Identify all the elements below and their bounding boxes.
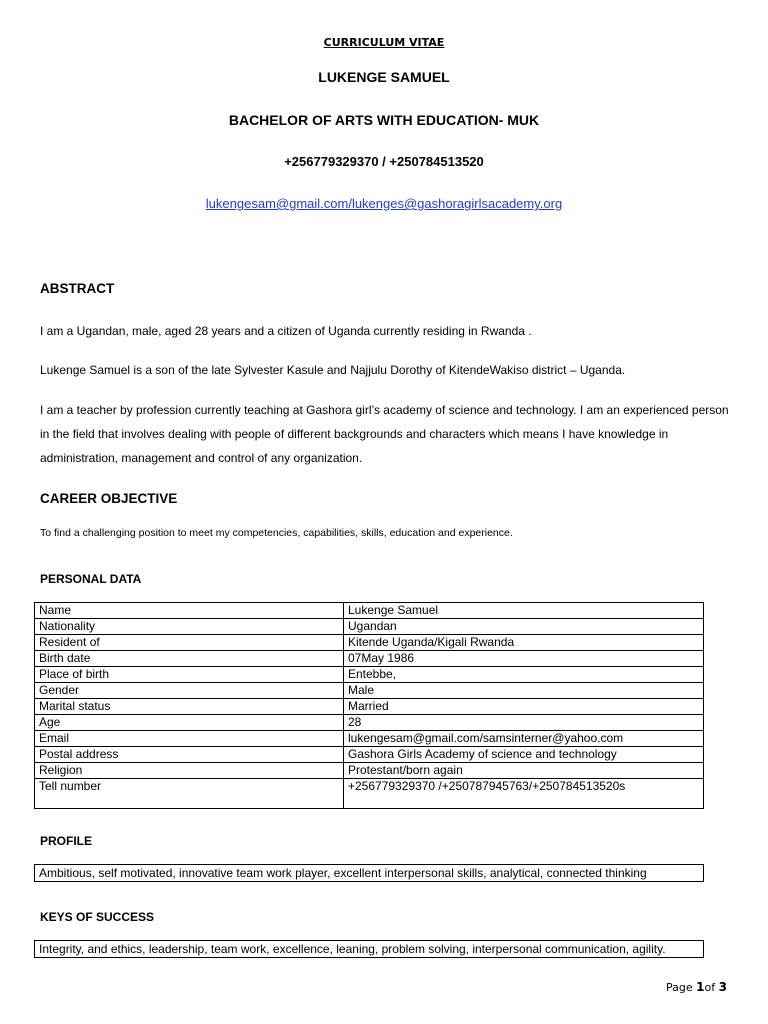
career-objective-text: To find a challenging position to meet my competencies, capabilities, skills, education and experience. [40,527,513,539]
field-value: Gashora Girls Academy of science and technology [344,747,704,763]
personal-data-table [34,602,704,809]
field-value: Kitende Uganda/Kigali Rwanda [344,635,704,651]
table-row [35,699,704,715]
table-row [35,715,704,731]
field-value: 28 [344,715,704,731]
abstract-paragraph-2: Lukenge Samuel is a son of the late Sylvester Kasule and Najjulu Dorothy of KitendeWakiso district – Uganda. [40,363,626,377]
table-row [35,651,704,667]
field-value: Married [344,699,704,715]
field-value: Male [344,683,704,699]
field-label: Name [35,603,344,619]
profile-text: Ambitious, self motivated, innovative team work player, excellent interpersonal skills, analytical, connected thinking [34,864,704,882]
field-label: Religion [35,763,344,779]
field-label: Tell number [35,779,344,809]
table-row [35,763,704,779]
of-label: of [704,981,716,994]
field-label: Postal address [35,747,344,763]
personal-data-heading: PERSONAL DATA [40,572,142,586]
field-value: Entebbe, [344,667,704,683]
page-number: 1 [696,980,705,994]
table-row [35,683,704,699]
page-total: 3 [718,980,727,994]
table-row [35,779,704,809]
degree: BACHELOR OF ARTS WITH EDUCATION- MUK [228,112,540,128]
field-value: Protestant/born again [344,763,704,779]
table-row [35,603,704,619]
abstract-paragraph-3: I am a teacher by profession currently teaching at Gashora girl’s academy of science and technology. I am an experienced person in the field that involves dealing with people of different backgrounds and characters which means I have knowledge in administration, management and control of any organization. [40,403,729,465]
keys-of-success-text: Integrity, and ethics, leadership, team work, excellence, leaning, problem solving, interpersonal communication, agility. [34,940,704,958]
phone-numbers: +256779329370 / +250784513520 [284,154,484,169]
abstract-heading: ABSTRACT [40,281,115,296]
field-value: Ugandan [344,619,704,635]
keys-of-success-heading: KEYS OF SUCCESS [40,910,155,924]
candidate-name: LUKENGE SAMUEL [318,69,450,85]
email-link[interactable]: lukengesam@gmail.com/lukenges@gashoragirlsacademy.org [205,196,563,211]
field-label: Resident of [35,635,344,651]
field-label: Age [35,715,344,731]
table-row [35,747,704,763]
page-label: Page [666,981,693,994]
field-value: 07May 1986 [344,651,704,667]
abstract-paragraph-1: I am a Ugandan, male, aged 28 years and a citizen of Uganda currently residing in Rwanda . [40,324,532,338]
field-label: Email [35,731,344,747]
career-objective-heading: CAREER OBJECTIVE [40,491,178,506]
field-label: Birth date [35,651,344,667]
table-row [35,635,704,651]
field-label: Gender [35,683,344,699]
field-value: +256779329370 /+250787945763/+250784513520s [344,779,704,809]
profile-heading: PROFILE [40,834,93,848]
field-value: Lukenge Samuel [344,603,704,619]
table-row [35,667,704,683]
table-row [35,731,704,747]
table-row [35,619,704,635]
field-label: Marital status [35,699,344,715]
document-title: CURRICULUM VITAE [323,36,445,49]
field-label: Nationality [35,619,344,635]
field-value: lukengesam@gmail.com/samsinterner@yahoo.com [344,731,704,747]
page-footer [666,980,727,994]
field-label: Place of birth [35,667,344,683]
